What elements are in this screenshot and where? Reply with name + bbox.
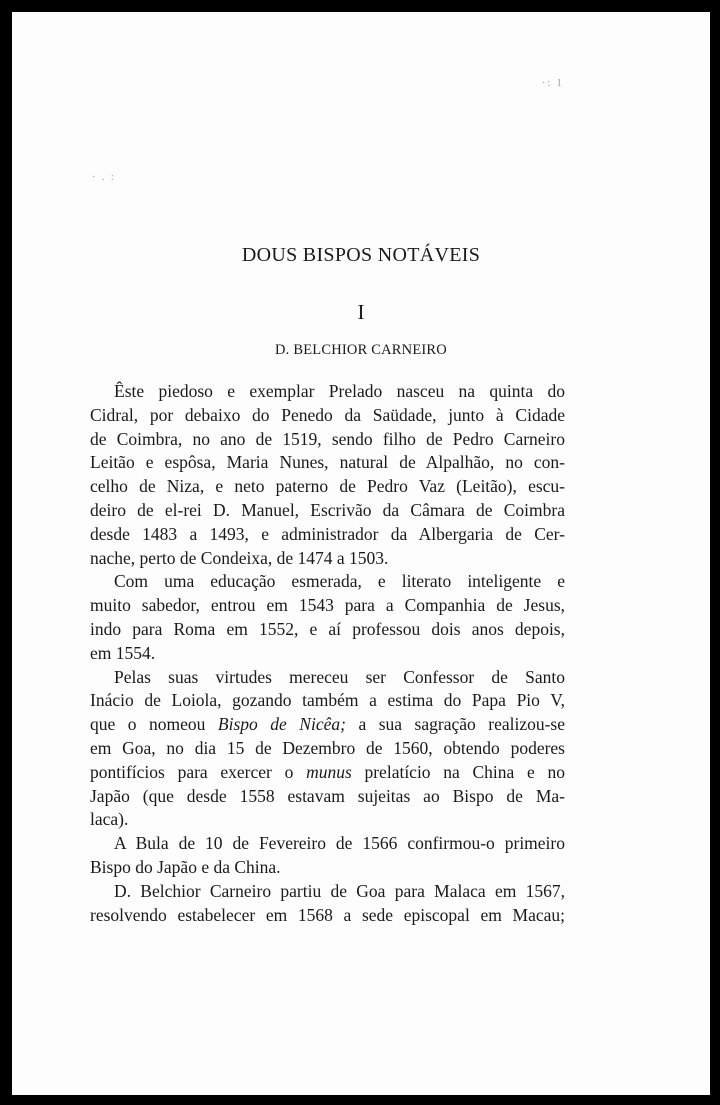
text-line: Com uma educação esmerada, e literato inteligente e (114, 571, 565, 592)
text-line: pontifícios para exercer o munus prelatício na China e no (90, 761, 566, 782)
text-line: Pelas suas virtudes mereceu ser Confessor de Santo (114, 666, 565, 687)
text-line: em Goa, no dia 15 de Dezembro de 1560, obtendo poderes (90, 737, 565, 758)
body-text (90, 380, 565, 927)
text-line: Êste piedoso e exemplar Prelado nasceu na quinta do (114, 381, 565, 401)
text-line: que o nomeou Bispo de Nicêa; a sua sagração realizou-se (90, 714, 565, 735)
text-line: nache, perto de Condeixa, de 1474 a 1503. (90, 547, 389, 568)
text-line: A Bula de 10 de Fevereiro de 1566 confirmou-o primeiro (114, 833, 565, 854)
document-page (12, 12, 710, 1095)
text-line: Inácio de Loiola, gozando também a estima do Papa Pio V, (90, 690, 565, 711)
text-line: de Coimbra, no ano de 1519, sendo filho de Pedro Carneiro (90, 428, 565, 449)
text-line: Japão (que desde 1558 estavam sujeitas ao Bispo de Ma- (90, 785, 565, 806)
text-line: D. Belchior Carneiro partiu de Goa para Malaca em 1567, (114, 880, 565, 901)
text-line: resolvendo estabelecer em 1568 a sede episcopal em Macau; (90, 904, 565, 925)
print-bleed-mark: · . : (92, 172, 116, 183)
text-line: Bispo do Japão e da China. (90, 856, 281, 877)
text-line: Leitão e espôsa, Maria Nunes, natural de Alpalhão, no con- (90, 452, 565, 473)
document-title: DOUS BISPOS NOTÁVEIS (241, 244, 481, 266)
italic-title: Bispo de Nicêa; (217, 714, 346, 735)
text-line: deiro de el-rei D. Manuel, Escrivão da Câmara de Coimbra (90, 499, 565, 520)
text-line: celho de Niza, e neto paterno de Pedro Vaz (Leitão), escu- (90, 476, 565, 497)
section-title: D. BELCHIOR CARNEIRO (275, 342, 447, 358)
text-line: muito sabedor, entrou em 1543 para a Companhia de Jesus, (90, 595, 565, 616)
text-line: em 1554. (90, 642, 156, 663)
text-line: indo para Roma em 1552, e aí professou dois anos depois, (90, 618, 565, 639)
text-line: Cidral, por debaixo do Penedo da Saüdade, junto à Cidade (90, 404, 565, 425)
text-line: desde 1483 a 1493, e administrador da Albergaria de Cer- (90, 523, 565, 544)
chapter-numeral: I (357, 300, 365, 324)
text-line: laca). (90, 809, 129, 830)
italic-term: munus (306, 761, 352, 782)
print-bleed-mark: ·: 1 (542, 78, 564, 89)
